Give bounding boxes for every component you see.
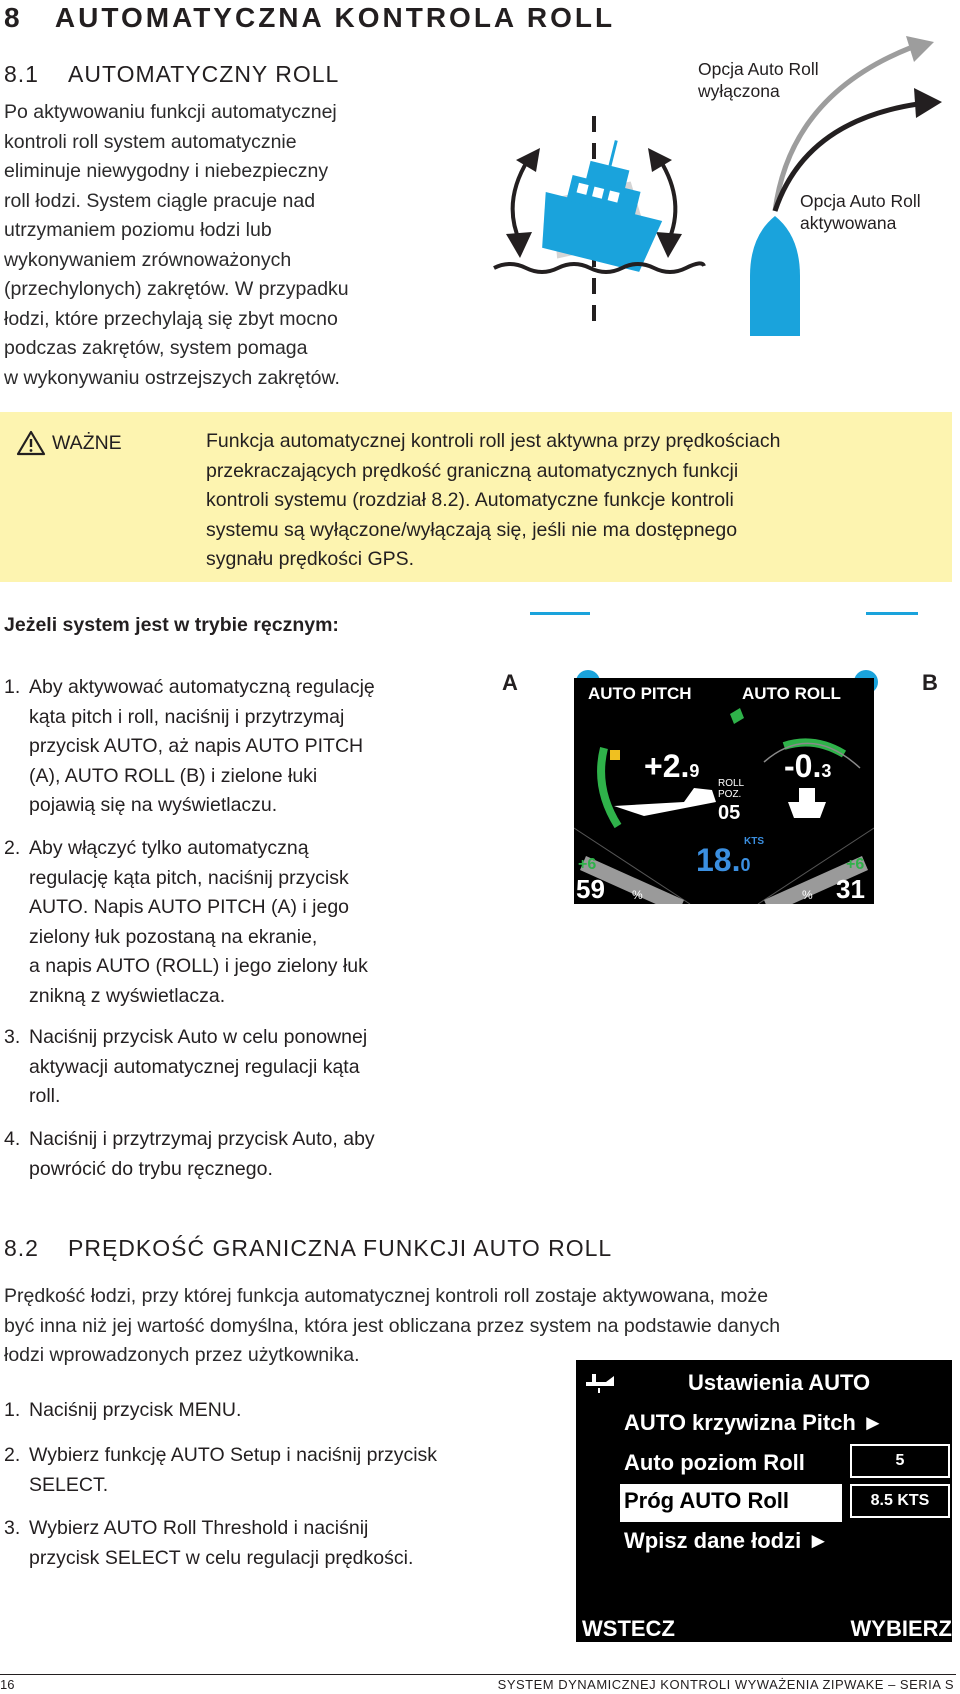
- boat-roll-illustration: [490, 110, 710, 340]
- page-number: 16: [0, 1677, 15, 1692]
- menu-item-auto-roll-level[interactable]: Auto poziom Roll: [624, 1450, 805, 1475]
- roll-pos-value: 05: [718, 802, 741, 824]
- boat-icon: [532, 127, 678, 274]
- pitch-value-decimal: 9: [689, 761, 700, 781]
- blue-rule-left: [530, 612, 590, 615]
- auto-roll-label: AUTO ROLL: [742, 684, 841, 703]
- footer-rule: [0, 1674, 956, 1675]
- section-number: 8.2: [4, 1235, 39, 1261]
- pitch-boat-icon: [614, 788, 716, 816]
- right-trim-delta: +6: [846, 856, 865, 873]
- step-item: [4, 1441, 437, 1500]
- menu-value-auto-roll-level: 5: [850, 1444, 950, 1478]
- paragraph-line: Prędkość łodzi, przy której funkcja automatycznej kontroli roll zostaje aktywowana, może: [4, 1285, 769, 1307]
- list-line: Naciśnij przycisk Auto w celu ponownej: [29, 1026, 368, 1048]
- list-line: AUTO. Napis AUTO PITCH (A) i jego: [29, 896, 350, 918]
- list-item: [4, 834, 368, 1011]
- boat-menu-icon: [584, 1370, 616, 1394]
- list-item: [4, 1023, 367, 1112]
- paragraph-line: eliminuje niewygodny i niebezpieczny: [4, 160, 329, 182]
- list-line: Aby włączyć tylko automatyczną: [29, 837, 309, 859]
- step-line: Wybierz funkcję AUTO Setup i naciśnij przycisk: [29, 1444, 438, 1466]
- speed-value-main: 18.: [696, 842, 741, 878]
- section-title: AUTOMATYCZNY ROLL: [68, 61, 340, 87]
- roll-value: [784, 748, 831, 785]
- section-8-2-paragraph: [4, 1282, 780, 1371]
- section-8-1-heading: [4, 61, 339, 88]
- grey-arrow-head-icon: [906, 36, 934, 62]
- satellite-icon: [730, 708, 744, 724]
- blue-rule-right: [866, 612, 918, 615]
- list-item: [4, 1125, 375, 1184]
- left-arrow-head-icon: [516, 148, 540, 172]
- step-item: [4, 1514, 413, 1573]
- chapter-heading: [4, 2, 615, 34]
- label-line: Opcja Auto Roll: [698, 59, 819, 79]
- right-arrow-head-icon: [648, 148, 672, 172]
- paragraph-line: łodzi, które przechylają się zbyt mocno: [4, 307, 338, 330]
- left-arrow-tail-head-icon: [506, 232, 532, 258]
- list-item: [4, 673, 375, 821]
- auto-roll-on-label: [800, 190, 921, 234]
- list-number: 2.: [4, 837, 21, 859]
- paragraph-line: podczas zakrętów, system pomaga: [4, 337, 308, 359]
- auto-roll-off-label: [698, 58, 819, 102]
- warning-icon: [16, 430, 46, 456]
- menu-item-auto-roll-threshold[interactable]: Próg AUTO Roll: [624, 1488, 789, 1513]
- manual-mode-heading: Jeżeli system jest w trybie ręcznym:: [4, 614, 339, 636]
- important-line: przekraczających prędkość graniczną automatycznych funkcji: [206, 459, 739, 482]
- speed-unit: KTS: [744, 836, 764, 847]
- list-line: znikną z wyświetlacza.: [29, 984, 226, 1007]
- marker-a: A: [502, 670, 518, 695]
- list-line: (A), AUTO ROLL (B) i zielone łuki: [29, 764, 318, 787]
- right-trim-unit: %: [802, 888, 813, 902]
- list-line: przycisk AUTO, aż napis AUTO PITCH: [29, 735, 364, 757]
- right-arrow-tail-head-icon: [656, 232, 682, 258]
- menu-back-button[interactable]: WSTECZ: [582, 1616, 675, 1641]
- label-line: wyłączona: [698, 81, 780, 101]
- paragraph-line: Po aktywowaniu funkcji automatycznej: [4, 101, 337, 123]
- menu-item-auto-pitch-curve[interactable]: AUTO krzywizna Pitch ►: [624, 1410, 884, 1435]
- list-line: kąta pitch i roll, naciśnij i przytrzymaj: [29, 705, 345, 728]
- roll-pos-line: ROLL: [718, 778, 745, 789]
- speed-value: [696, 842, 751, 879]
- list-line: pojawią się na wyświetlaczu.: [29, 794, 278, 816]
- important-line: systemu są wyłączone/wyłączają się, jeśli nie ma dostępnego: [206, 518, 738, 541]
- section-number: 8.1: [4, 61, 39, 87]
- menu-select-button[interactable]: WYBIERZ: [850, 1616, 952, 1641]
- pitch-value: [644, 748, 699, 785]
- list-line: aktywacji automatycznej regulacji kąta: [29, 1055, 360, 1078]
- paragraph-line: być inna niż jej wartość domyślna, która jest obliczana przez system na podstawie danych: [4, 1314, 781, 1337]
- water-wave-line: [494, 263, 704, 272]
- list-number: 1.: [4, 676, 21, 698]
- paragraph-line: roll łodzi. System ciągle pracuje nad: [4, 189, 316, 212]
- left-roll-arrow: [513, 160, 528, 242]
- roll-boat-cabin: [799, 788, 815, 802]
- list-line: a napis AUTO (ROLL) i jego zielony łuk: [29, 955, 368, 977]
- marker-b: B: [922, 670, 938, 695]
- footer-title: SYSTEM DYNAMICZNEJ KONTROLI WYWAŻENIA ZIPWAKE – SERIA S: [497, 1677, 954, 1692]
- roll-pos-line: POZ.: [718, 789, 742, 800]
- roll-value-decimal: 3: [821, 761, 832, 781]
- step-line: Naciśnij przycisk MENU.: [29, 1399, 242, 1421]
- paragraph-line: w wykonywaniu ostrzejszych zakrętów.: [4, 366, 340, 389]
- list-line: roll.: [29, 1085, 61, 1107]
- important-line: kontroli systemu (rozdział 8.2). Automatyczne funkcje kontroli: [206, 489, 734, 511]
- right-roll-arrow: [660, 160, 675, 242]
- roll-boat-icon: [788, 802, 826, 818]
- important-text: [206, 427, 780, 575]
- paragraph-line: łodzi wprowadzonych przez użytkownika.: [4, 1344, 360, 1366]
- step-line: Wybierz AUTO Roll Threshold i naciśnij: [29, 1517, 369, 1539]
- chapter-number: 8: [4, 2, 23, 33]
- list-line: zielony łuk pozostaną na ekranie,: [29, 925, 318, 948]
- paragraph-line: wykonywaniem zrównoważonych: [4, 248, 292, 271]
- list-number: 4.: [4, 1128, 21, 1150]
- menu-item-enter-boat-data[interactable]: Wpisz dane łodzi ►: [624, 1528, 830, 1553]
- roll-value-main: -0.: [784, 748, 822, 784]
- important-line: Funkcja automatycznej kontroli roll jest aktywna przy prędkościach: [206, 430, 781, 452]
- pitch-indicator: [610, 750, 620, 760]
- important-label: [16, 430, 122, 456]
- right-trim-value: 31: [836, 874, 865, 904]
- list-line: Aby aktywować automatyczną regulację: [29, 676, 375, 698]
- section-title: PRĘDKOŚĆ GRANICZNA FUNKCJI AUTO ROLL: [68, 1235, 613, 1261]
- trim-display: [574, 678, 874, 904]
- left-trim-unit: %: [632, 888, 643, 902]
- step-item: [4, 1396, 241, 1426]
- section-8-2-heading: [4, 1235, 612, 1262]
- list-line: regulację kąta pitch, naciśnij przycisk: [29, 866, 349, 889]
- important-line: sygnału prędkości GPS.: [206, 548, 415, 570]
- list-line: powrócić do trybu ręcznego.: [29, 1157, 273, 1180]
- step-number: 2.: [4, 1444, 21, 1466]
- left-trim-delta: +6: [578, 856, 597, 873]
- paragraph-line: utrzymaniem poziomu łodzi lub: [4, 219, 272, 241]
- step-line: SELECT.: [29, 1473, 109, 1496]
- black-arrow-head-icon: [914, 88, 942, 118]
- left-trim-value: 59: [576, 874, 605, 904]
- roll-pos-label: [718, 778, 744, 800]
- menu-title: Ustawienia AUTO: [688, 1370, 871, 1395]
- step-line: przycisk SELECT w celu regulacji prędkości.: [29, 1546, 414, 1569]
- boat-bow-icon: [750, 216, 800, 336]
- auto-setup-screen: [576, 1360, 952, 1642]
- important-label-text: WAŻNE: [52, 431, 122, 454]
- menu-value-auto-roll-threshold: 8.5 KTS: [850, 1484, 950, 1518]
- label-line: aktywowana: [800, 213, 897, 233]
- pitch-value-main: +2.: [644, 748, 690, 784]
- auto-pitch-label: AUTO PITCH: [588, 684, 692, 703]
- paragraph-line: kontroli roll system automatycznie: [4, 130, 297, 153]
- list-number: 3.: [4, 1026, 21, 1048]
- section-8-1-paragraph: [4, 98, 349, 393]
- speed-value-decimal: 0: [740, 855, 751, 875]
- paragraph-line: (przechylonych) zakrętów. W przypadku: [4, 278, 349, 300]
- step-number: 3.: [4, 1517, 21, 1539]
- chapter-title: AUTOMATYCZNA KONTROLA ROLL: [54, 2, 616, 33]
- step-number: 1.: [4, 1399, 21, 1421]
- important-callout: [0, 412, 952, 582]
- list-line: Naciśnij i przytrzymaj przycisk Auto, aby: [29, 1128, 375, 1150]
- label-line: Opcja Auto Roll: [800, 191, 921, 211]
